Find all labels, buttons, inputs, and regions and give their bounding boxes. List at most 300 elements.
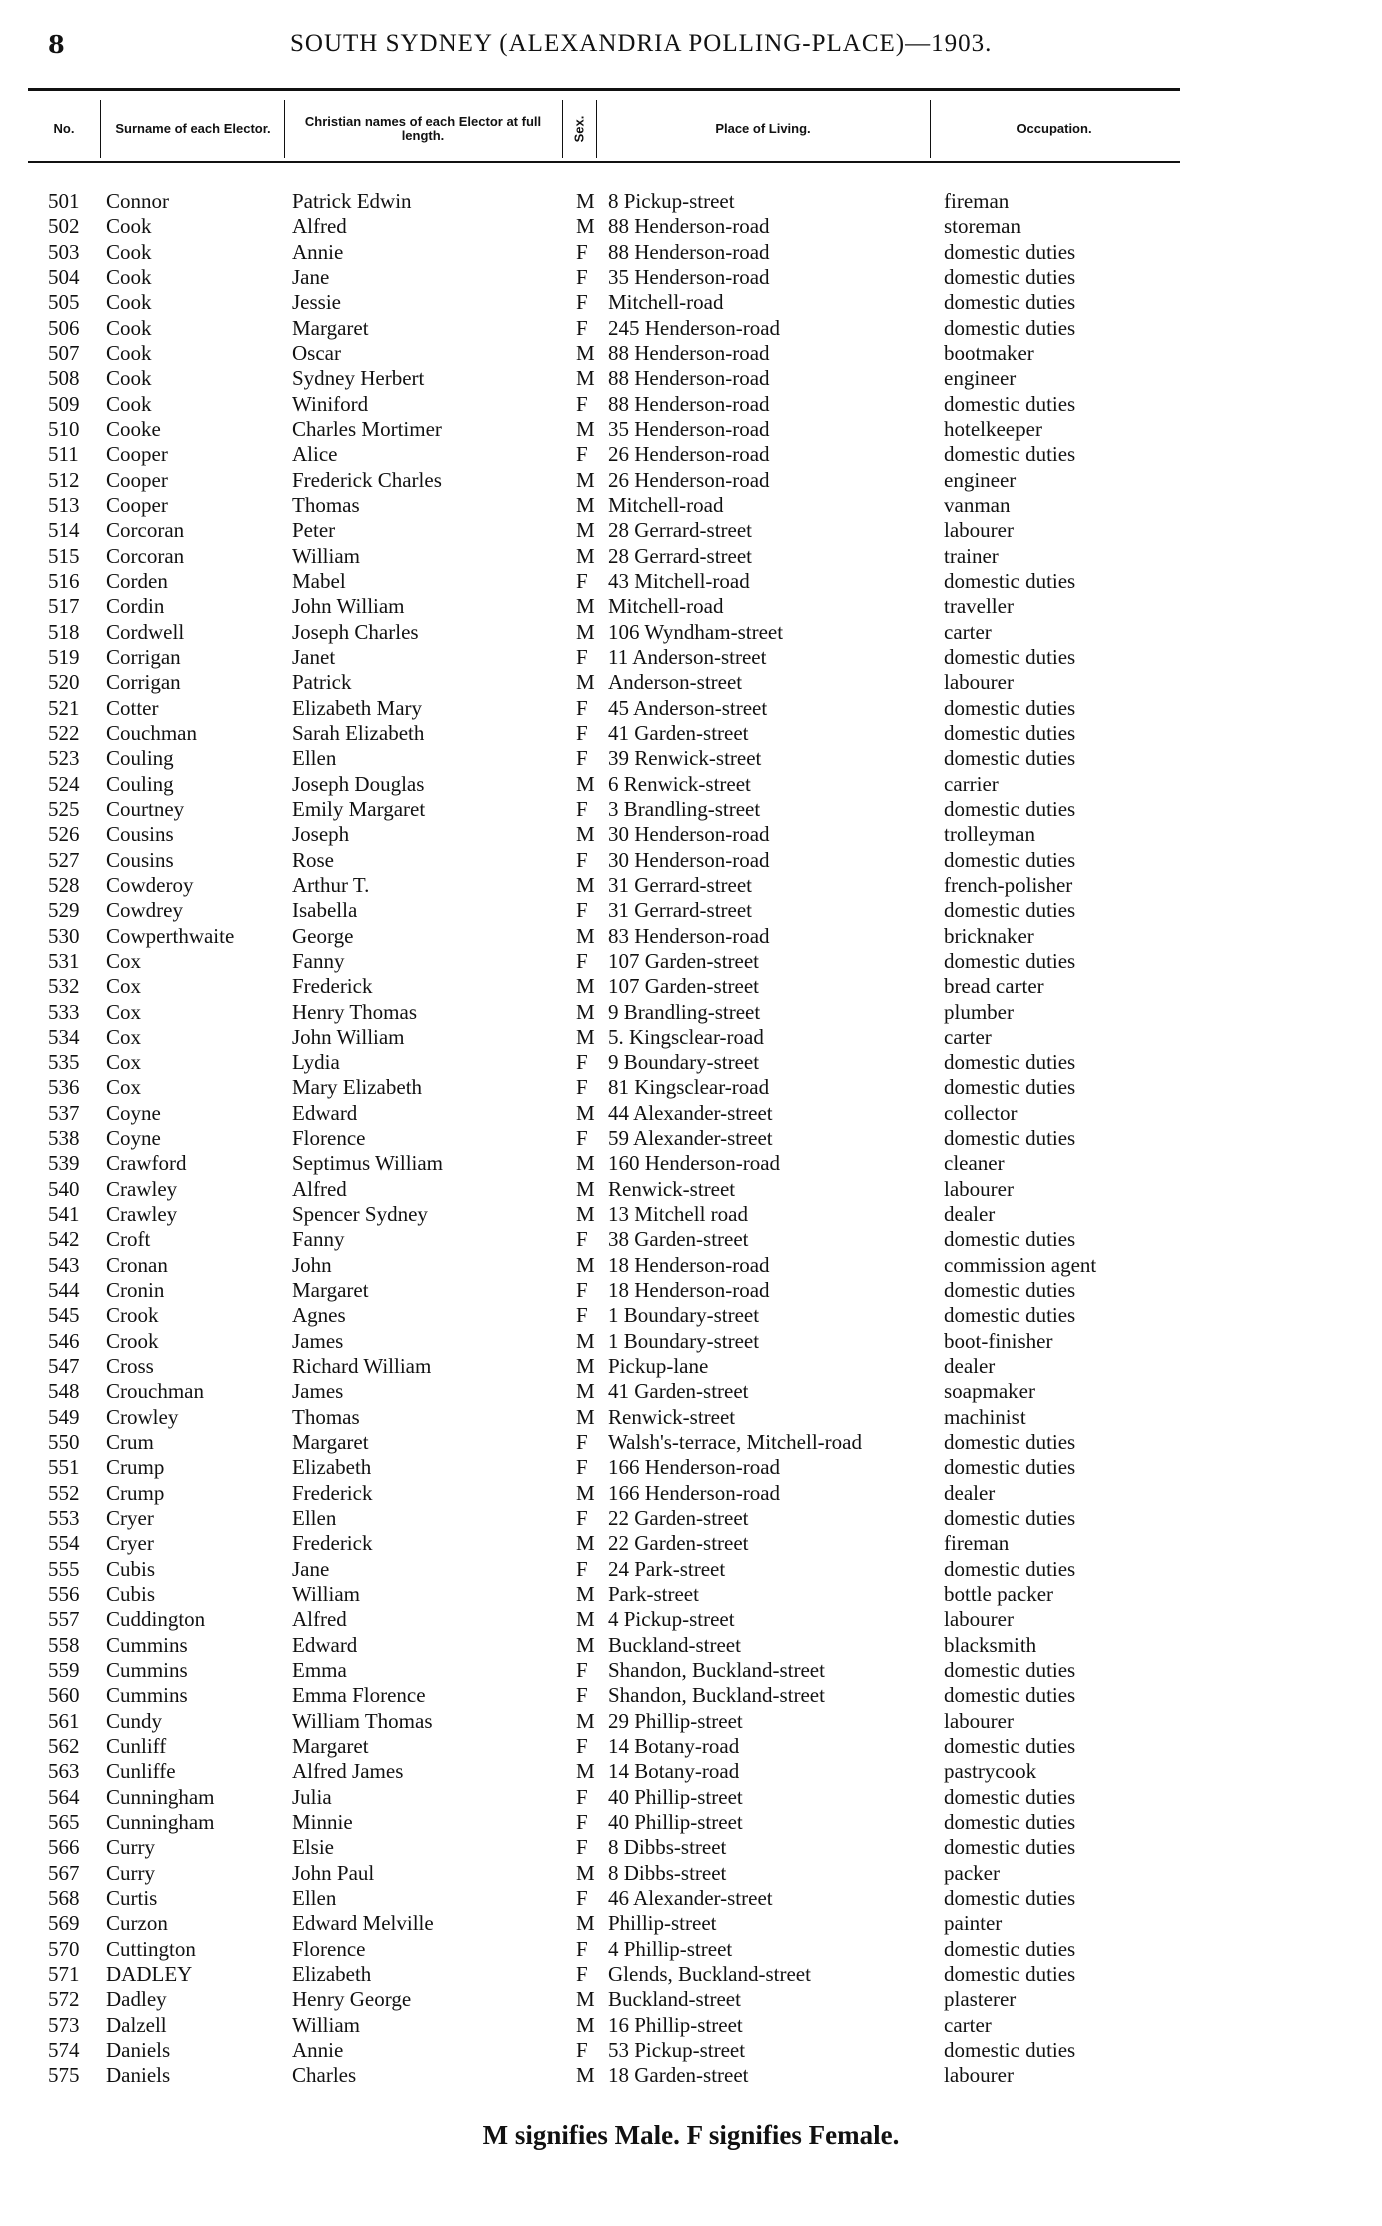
elector-place-of-living: 16 Phillip-street [608,2012,743,2037]
elector-surname: DADLEY [106,1961,193,1986]
elector-christian-names: Thomas [292,1404,360,1429]
elector-number: 559 [48,1658,80,1683]
elector-surname: Cowdrey [106,898,183,923]
elector-sex: M [576,2012,595,2037]
elector-christian-names: Emily Margaret [292,796,426,821]
column-header-no: No. [53,121,75,136]
elector-surname: Cook [106,239,152,264]
elector-occupation: fireman [944,189,1010,213]
elector-christian-names: Ellen [292,1885,337,1910]
elector-occupation: dealer [944,1480,996,1505]
elector-place-of-living: Renwick-street [608,1404,736,1429]
elector-number: 555 [48,1556,80,1581]
elector-occupation: pastrycook [944,1759,1037,1784]
table-row [0,1506,1382,1531]
elector-surname: Cundy [106,1708,163,1733]
elector-christian-names: Frederick [292,974,373,999]
elector-number: 544 [48,1278,80,1303]
elector-christian-names: Patrick Edwin [292,189,412,213]
table-row [0,1582,1382,1607]
elector-christian-names: Jane [292,264,330,289]
elector-occupation: domestic duties [944,720,1076,745]
elector-number: 541 [48,1202,80,1227]
elector-surname: Cox [106,1050,142,1075]
table-row [0,1937,1382,1962]
elector-number: 575 [48,2063,80,2088]
table-row [0,924,1382,949]
elector-occupation: domestic duties [944,1556,1076,1581]
elector-sex: M [576,1024,595,1049]
elector-number: 562 [48,1734,80,1759]
elector-place-of-living: Phillip-street [608,1911,717,1936]
table-row [0,822,1382,847]
elector-place-of-living: 18 Garden-street [608,2063,749,2088]
table-row [0,392,1382,417]
elector-sex: M [576,1531,595,1556]
elector-sex: F [576,568,588,593]
elector-surname: Cronin [106,1278,165,1303]
elector-christian-names: Sydney Herbert [292,366,425,391]
elector-christian-names: Alfred James [292,1759,404,1784]
elector-sex: F [576,1303,588,1328]
elector-place-of-living: Mitchell-road [608,290,724,315]
elector-place-of-living: 26 Henderson-road [608,442,770,467]
elector-number: 560 [48,1683,80,1708]
table-row [0,493,1382,518]
elector-occupation: blacksmith [944,1632,1037,1657]
elector-sex: M [576,366,595,391]
table-row [0,772,1382,797]
elector-surname: Crawley [106,1176,178,1201]
elector-occupation: domestic duties [944,847,1076,872]
elector-place-of-living: 59 Alexander-street [608,1126,773,1151]
elector-christian-names: Alice [292,442,338,467]
elector-occupation: packer [944,1860,1000,1885]
elector-number: 521 [48,695,80,720]
elector-surname: Crump [106,1480,165,1505]
elector-occupation: domestic duties [944,264,1076,289]
elector-christian-names: Edward [292,1632,358,1657]
elector-place-of-living: 18 Henderson-road [608,1252,770,1277]
elector-number: 539 [48,1151,80,1176]
elector-number: 570 [48,1936,80,1961]
elector-surname: Cox [106,1024,142,1049]
elector-occupation: domestic duties [944,1075,1076,1100]
elector-christian-names: William [292,543,360,568]
elector-number: 567 [48,1860,80,1885]
elector-christian-names: Thomas [292,492,360,517]
elector-surname: Corcoran [106,543,185,568]
elector-occupation: domestic duties [944,1227,1076,1252]
elector-sex: F [576,239,588,264]
elector-number: 554 [48,1531,80,1556]
elector-surname: Dalzell [106,2012,167,2037]
elector-christian-names: Ellen [292,746,337,771]
table-row [0,1151,1382,1176]
elector-occupation: domestic duties [944,1936,1076,1961]
elector-surname: Crook [106,1328,159,1353]
column-header-occupation: Occupation. [1016,121,1092,136]
elector-christian-names: Elsie [292,1835,334,1860]
elector-christian-names: Mary Elizabeth [292,1075,423,1100]
elector-place-of-living: 30 Henderson-road [608,822,770,847]
elector-occupation: bottle packer [944,1582,1054,1607]
elector-occupation: carter [944,619,992,644]
elector-place-of-living: Mitchell-road [608,594,724,619]
column-divider [100,100,101,158]
table-row [0,1658,1382,1683]
table-row [0,1253,1382,1278]
elector-christian-names: Richard William [292,1354,432,1379]
elector-sex: M [576,1404,595,1429]
elector-sex: F [576,1658,588,1683]
elector-surname: Cubis [106,1582,156,1607]
elector-occupation: domestic duties [944,1278,1076,1303]
table-row [0,1810,1382,1835]
elector-number: 514 [48,518,80,543]
elector-occupation: commission agent [944,1252,1097,1277]
elector-place-of-living: 28 Gerrard-street [608,518,753,543]
table-row [0,1101,1382,1126]
elector-christian-names: Winiford [292,391,369,416]
elector-occupation: collector [944,1100,1018,1125]
table-row [0,1050,1382,1075]
table-row [0,746,1382,771]
elector-sex: M [576,1354,595,1379]
elector-number: 501 [48,189,80,213]
table-row [0,1379,1382,1404]
elector-place-of-living: Shandon, Buckland-street [608,1683,825,1708]
elector-christian-names: Annie [292,239,344,264]
elector-christian-names: Arthur T. [292,872,370,897]
table-row [0,2013,1382,2038]
elector-place-of-living: Shandon, Buckland-street [608,1658,825,1683]
elector-surname: Curry [106,1835,155,1860]
elector-surname: Cryer [106,1531,154,1556]
elector-occupation: labourer [944,518,1014,543]
elector-surname: Corrigan [106,644,181,669]
table-row [0,518,1382,543]
elector-number: 527 [48,847,80,872]
elector-place-of-living: 35 Henderson-road [608,416,770,441]
elector-surname: Cuttington [106,1936,196,1961]
elector-occupation: domestic duties [944,1734,1076,1759]
elector-place-of-living: 9 Brandling-street [608,999,761,1024]
table-row [0,2038,1382,2063]
table-row [0,1227,1382,1252]
elector-sex: F [576,2037,588,2062]
elector-place-of-living: 4 Phillip-street [608,1936,733,1961]
table-row [0,290,1382,315]
elector-christian-names: Minnie [292,1810,353,1834]
elector-number: 574 [48,2037,80,2062]
table-row [0,341,1382,366]
elector-christian-names: Margaret [292,1734,369,1759]
elector-surname: Cooper [106,467,168,492]
elector-surname: Cooper [106,442,168,467]
table-row [0,949,1382,974]
elector-place-of-living: Renwick-street [608,1176,736,1201]
table-row [0,417,1382,442]
elector-number: 503 [48,239,80,264]
elector-sex: F [576,644,588,669]
elector-occupation: hotelkeeper [944,416,1042,441]
elector-place-of-living: 166 Henderson-road [608,1480,781,1505]
elector-surname: Crum [106,1430,154,1455]
elector-number: 528 [48,872,80,897]
table-row [0,1075,1382,1100]
elector-number: 509 [48,391,80,416]
elector-occupation: fireman [944,1531,1010,1556]
elector-christian-names: Elizabeth [292,1455,372,1480]
elector-occupation: domestic duties [944,746,1076,771]
elector-number: 516 [48,568,80,593]
elector-number: 548 [48,1379,80,1404]
elector-christian-names: Alfred [292,1607,347,1632]
elector-surname: Cook [106,315,152,340]
table-row [0,1354,1382,1379]
elector-occupation: domestic duties [944,568,1076,593]
elector-occupation: domestic duties [944,898,1076,923]
elector-occupation: labourer [944,2063,1014,2088]
elector-number: 553 [48,1506,80,1531]
elector-christian-names: Jessie [292,290,341,315]
elector-number: 537 [48,1100,80,1125]
elector-christian-names: Charles Mortimer [292,416,442,441]
elector-number: 524 [48,771,80,796]
elector-christian-names: Elizabeth Mary [292,695,423,720]
elector-christian-names: Henry George [292,1987,412,2012]
elector-christian-names: Fanny [292,1227,345,1252]
elector-number: 505 [48,290,80,315]
elector-sex: M [576,1176,595,1201]
elector-place-of-living: Pickup-lane [608,1354,709,1379]
elector-place-of-living: 160 Henderson-road [608,1151,781,1176]
elector-christian-names: Frederick [292,1480,373,1505]
elector-place-of-living: 29 Phillip-street [608,1708,743,1733]
elector-occupation: domestic duties [944,239,1076,264]
elector-number: 507 [48,340,80,365]
elector-christian-names: Sarah Elizabeth [292,720,425,745]
elector-occupation: cleaner [944,1151,1005,1176]
table-row [0,544,1382,569]
elector-surname: Couling [106,746,174,771]
table-row [0,1000,1382,1025]
elector-occupation: domestic duties [944,1835,1076,1860]
elector-occupation: domestic duties [944,1506,1076,1531]
elector-christian-names: Florence [292,1936,366,1961]
elector-occupation: domestic duties [944,1810,1076,1834]
elector-sex: F [576,1683,588,1708]
elector-surname: Cooke [106,416,161,441]
elector-surname: Cotter [106,695,159,720]
elector-place-of-living: 28 Gerrard-street [608,543,753,568]
table-row [0,1734,1382,1759]
table-row [0,1607,1382,1632]
elector-sex: F [576,1278,588,1303]
table-row [0,1962,1382,1987]
table-row [0,1329,1382,1354]
table-row [0,848,1382,873]
elector-sex: M [576,1708,595,1733]
elector-christian-names: Lydia [292,1050,340,1075]
elector-number: 564 [48,1784,80,1809]
elector-surname: Cook [106,366,152,391]
elector-christian-names: Margaret [292,315,369,340]
elector-surname: Cowderoy [106,872,194,897]
elector-number: 568 [48,1885,80,1910]
elector-sex: M [576,1987,595,2012]
elector-surname: Cummins [106,1683,188,1708]
elector-sex: M [576,416,595,441]
table-row [0,1785,1382,1810]
elector-sex: F [576,847,588,872]
elector-sex: F [576,1506,588,1531]
elector-number: 551 [48,1455,80,1480]
elector-place-of-living: 18 Henderson-road [608,1278,770,1303]
elector-number: 512 [48,467,80,492]
elector-surname: Cousins [106,847,174,872]
elector-place-of-living: 38 Garden-street [608,1227,749,1252]
elector-place-of-living: 5. Kingsclear-road [608,1024,764,1049]
elector-surname: Courtney [106,796,185,821]
elector-christian-names: John [292,1252,332,1277]
elector-occupation: carter [944,2012,992,2037]
elector-occupation: engineer [944,467,1017,492]
elector-christian-names: Ellen [292,1506,337,1531]
column-header-place: Place of Living. [715,121,811,136]
elector-number: 502 [48,214,80,239]
table-row [0,873,1382,898]
elector-christian-names: Peter [292,518,336,543]
elector-surname: Cook [106,264,152,289]
elector-surname: Cook [106,214,152,239]
elector-occupation: domestic duties [944,1885,1076,1910]
elector-sex: F [576,695,588,720]
elector-place-of-living: 31 Gerrard-street [608,872,753,897]
table-row [0,1987,1382,2012]
elector-sex: M [576,543,595,568]
elector-surname: Corcoran [106,518,185,543]
elector-occupation: bread carter [944,974,1044,999]
elector-occupation: domestic duties [944,1961,1076,1986]
elector-list [0,189,1382,2089]
elector-surname: Cunningham [106,1784,215,1809]
elector-occupation: dealer [944,1202,996,1227]
elector-surname: Cousins [106,822,174,847]
elector-christian-names: Frederick [292,1531,373,1556]
elector-surname: Croft [106,1227,151,1252]
elector-occupation: carter [944,1024,992,1049]
elector-occupation: labourer [944,1176,1014,1201]
elector-sex: F [576,1455,588,1480]
table-row [0,1683,1382,1708]
table-row [0,569,1382,594]
elector-sex: F [576,391,588,416]
elector-sex: F [576,1227,588,1252]
elector-christian-names: Jane [292,1556,330,1581]
elector-sex: F [576,1075,588,1100]
elector-surname: Crawley [106,1202,178,1227]
elector-sex: M [576,594,595,619]
sex-legend-footer: M signifies Male. F signifies Female. [482,2120,900,2150]
elector-occupation: domestic duties [944,1303,1076,1328]
table-row [0,670,1382,695]
elector-place-of-living: Walsh's-terrace, Mitchell-road [608,1430,862,1455]
elector-number: 510 [48,416,80,441]
elector-sex: M [576,1100,595,1125]
elector-christian-names: James [292,1379,344,1404]
elector-number: 535 [48,1050,80,1075]
table-row [0,1126,1382,1151]
elector-number: 532 [48,974,80,999]
elector-occupation: domestic duties [944,1126,1076,1151]
elector-occupation: domestic duties [944,695,1076,720]
sex-header-label: Sex. [571,115,586,143]
elector-christian-names: John William [292,1024,405,1049]
elector-place-of-living: 83 Henderson-road [608,923,770,948]
column-divider [284,100,285,158]
elector-surname: Curzon [106,1911,168,1936]
elector-christian-names: Fanny [292,948,345,973]
elector-occupation: dealer [944,1354,996,1379]
elector-sex: M [576,467,595,492]
elector-christian-names: William [292,2012,360,2037]
elector-place-of-living: 4 Pickup-street [608,1607,735,1632]
elector-number: 571 [48,1961,80,1986]
elector-place-of-living: 166 Henderson-road [608,1455,781,1480]
table-row [0,214,1382,239]
elector-occupation: domestic duties [944,1658,1076,1683]
table-row [0,189,1382,214]
elector-number: 508 [48,366,80,391]
elector-number: 529 [48,898,80,923]
elector-number: 572 [48,1987,80,2012]
elector-occupation: plasterer [944,1987,1017,2012]
elector-christian-names: Mabel [292,568,346,593]
elector-place-of-living: 8 Dibbs-street [608,1860,727,1885]
elector-place-of-living: 41 Garden-street [608,1379,749,1404]
table-row [0,1557,1382,1582]
elector-surname: Cordin [106,594,165,619]
elector-place-of-living: 45 Anderson-street [608,695,768,720]
elector-sex: M [576,2063,595,2088]
elector-place-of-living: Glends, Buckland-street [608,1961,811,1986]
elector-occupation: domestic duties [944,1784,1076,1809]
elector-christian-names: Oscar [292,340,341,365]
elector-sex: F [576,1784,588,1809]
elector-place-of-living: 24 Park-street [608,1556,726,1581]
elector-surname: Cross [106,1354,154,1379]
elector-christian-names: James [292,1328,344,1353]
column-header-sex [564,100,594,158]
table-row [0,1861,1382,1886]
elector-number: 546 [48,1328,80,1353]
elector-place-of-living: 44 Alexander-street [608,1100,773,1125]
table-row [0,797,1382,822]
table-row [0,366,1382,391]
elector-place-of-living: 81 Kingsclear-road [608,1075,770,1100]
elector-occupation: vanman [944,492,1011,517]
table-row [0,1025,1382,1050]
elector-sex: F [576,948,588,973]
elector-christian-names: Patrick [292,670,352,695]
elector-sex: F [576,264,588,289]
elector-christian-names: Annie [292,2037,344,2062]
elector-number: 557 [48,1607,80,1632]
elector-place-of-living: 30 Henderson-road [608,847,770,872]
elector-sex: M [576,872,595,897]
